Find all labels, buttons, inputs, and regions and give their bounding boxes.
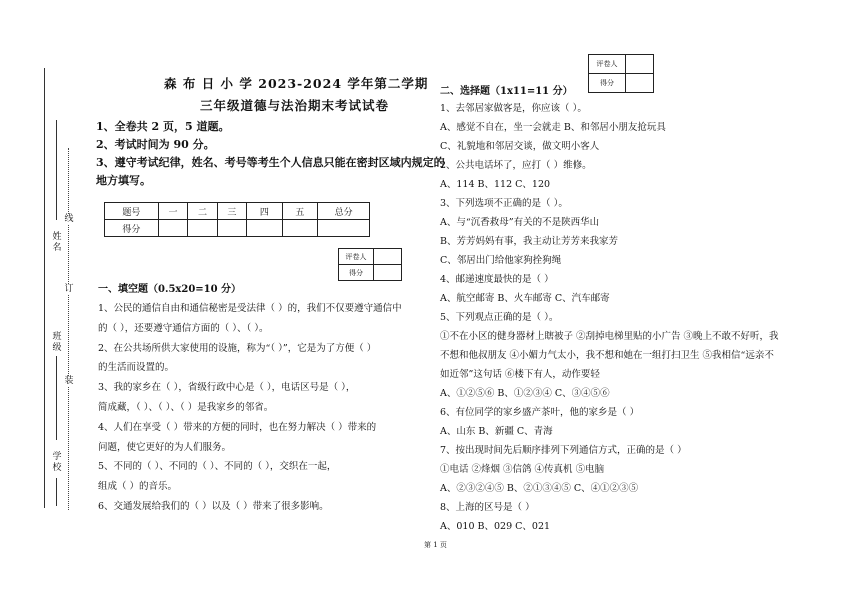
question-line: 5、不同的（ ）、不同的（ ）、不同的（ ），交织在一起， [98,461,337,473]
school-write-line [56,478,57,506]
grader-box-section2 [588,54,654,93]
score-cell[interactable] [247,220,283,237]
grader-cell[interactable] [374,249,402,265]
seal-char-xian: 线 [64,214,74,224]
question-line: 2、在公共场所供大家使用的设施，称为“（ ）”，它是为了方便（ ） [98,342,377,354]
seal-char-ding: 订 [64,284,74,294]
question-line: A、山东 B、新疆 C、青海 [440,426,553,437]
question-line: A、010 B、029 C、021 [440,521,551,532]
score-header-cell: 二 [188,203,217,220]
score-header-cell: 四 [247,203,283,220]
question-line: A、114 B、112 C、120 [440,179,551,190]
note-3: 3、遵守考试纪律，姓名、考号等考生个人信息只能在密封区域内规定的 [96,156,445,169]
question-line: 1、公民的通信自由和通信秘密是受法律（ ）的，我们不仅要遵守通信中 [98,303,402,314]
grader-score-label: 得分 [339,265,374,281]
question-line: 如近邻”这句话 ⑥楼下有人，动作要轻 [440,369,600,380]
grader-score-label: 得分 [589,74,626,93]
score-cell[interactable] [318,220,370,237]
question-line: ①不在小区的健身器材上瞎被子 ②刮掉电梯里贴的小广告 ③晚上不敢不好听，我 [440,331,779,342]
question-line: 的（ ），还要遵守通信方面的（ ）、（ ）。 [98,322,269,334]
score-cell[interactable] [217,220,246,237]
question-line: 4、人们在享受（ ）带来的方便的同时，也在努力解决（ ）带来的 [98,421,377,433]
question-line: 1、去邻居家做客是，你应该（ ）。 [440,103,587,114]
question-line: B、芳芳妈妈有事，我主动让芳芳来我家芳 [440,236,618,247]
question-line: C、邻居出门给他家狗拴狗绳 [440,255,562,266]
score-header-cell: 一 [158,203,187,220]
question-line: A、感觉不自在，坐一会就走 B、和邻居小朋友抢玩具 [440,122,666,133]
note-2: 2、考试时间为 90 分。 [96,138,215,151]
note-4: 地方填写。 [96,174,151,187]
question-line: 7、按出现时间先后顺序排列下列通信方式，正确的是（ ） [440,445,687,456]
class-write-line [56,356,57,440]
name-label: 姓名 [52,232,62,253]
question-line: 2、公共电话坏了，应打（ ）维修。 [440,160,592,171]
question-line: 4、邮递速度最快的是（ ） [440,274,554,285]
question-line: 的生活而设置的。 [98,362,175,374]
school-label: 学校 [52,452,62,473]
name-write-line [56,120,57,220]
question-line: 3、我的家乡在（ ），省级行政中心是（ ），电话区号是（ ）， [98,382,356,394]
grader-score-cell[interactable] [626,74,654,93]
class-label: 班级 [52,332,62,353]
score-cell[interactable] [282,220,318,237]
score-cell[interactable] [188,220,217,237]
note-1: 1、全卷共 2 页，5 道题。 [96,120,230,133]
question-line: A、②③②④⑤ B、②①③④⑤ C、④①②③⑤ [440,483,639,494]
grader-label: 评卷人 [589,55,626,74]
question-line: 组成（ ）的音乐。 [98,481,178,493]
grader-box-section1 [338,248,402,281]
question-line: 问题，使它更好的为人们服务。 [98,441,232,453]
section1-title: 一、填空题（0.5x20=10 分） [98,284,242,295]
score-header-cell: 三 [217,203,246,220]
question-line: 8、上海的区号是（ ） [440,502,535,513]
score-header-cell: 总分 [318,203,370,220]
question-line: ①电话 ②烽烟 ③信鸽 ④传真机 ⑤电脑 [440,464,605,475]
question-line: A、①②⑤⑥ B、①②③④ C、③④⑤⑥ [440,388,610,399]
page-number: 第 1 页 [424,541,447,549]
question-line: 不想和他叔朋友 ④小媚力气太小，我不想和她在一组打扫卫生 ⑤我相信“远亲不 [440,350,774,361]
question-line: 6、交通发展给我们的（ ）以及（ ）带来了很多影响。 [98,501,329,512]
question-line: C、礼貌地和邻居交谈，做文明小客人 [440,141,600,152]
grader-cell[interactable] [626,55,654,74]
question-line: 简成藏，（ ）、（ ）、（ ）是我家乡的邻省。 [98,402,274,413]
grader-label: 评卷人 [339,249,374,265]
question-line: 3、下列选项不正确的是（ ）。 [440,198,568,209]
score-header-cell: 五 [282,203,318,220]
question-line: A、与“沉香救母”有关的不是陕西华山 [440,217,600,228]
exam-title-school: 森 布 日 小 学 2023-2024 学年第二学期 [164,76,429,91]
seal-dotted-line [68,148,69,510]
grader-score-cell[interactable] [374,265,402,281]
question-line: 5、下列观点正确的是（ ）。 [440,312,559,323]
score-table [104,202,370,237]
section2-title: 二、选择题（1x11=11 分） [440,86,573,97]
score-row-label: 得分 [105,220,159,237]
exam-title-subject: 三年级道德与法治期末考试试卷 [200,98,390,113]
score-cell[interactable] [158,220,187,237]
score-header-cell: 题号 [105,203,159,220]
seal-char-zhuang: 装 [64,376,74,386]
question-line: 6、有位同学的家乡盛产茶叶，他的家乡是（ ） [440,407,640,418]
question-line: A、航空邮寄 B、火车邮寄 C、汽车邮寄 [440,293,610,304]
binding-line [44,68,45,508]
